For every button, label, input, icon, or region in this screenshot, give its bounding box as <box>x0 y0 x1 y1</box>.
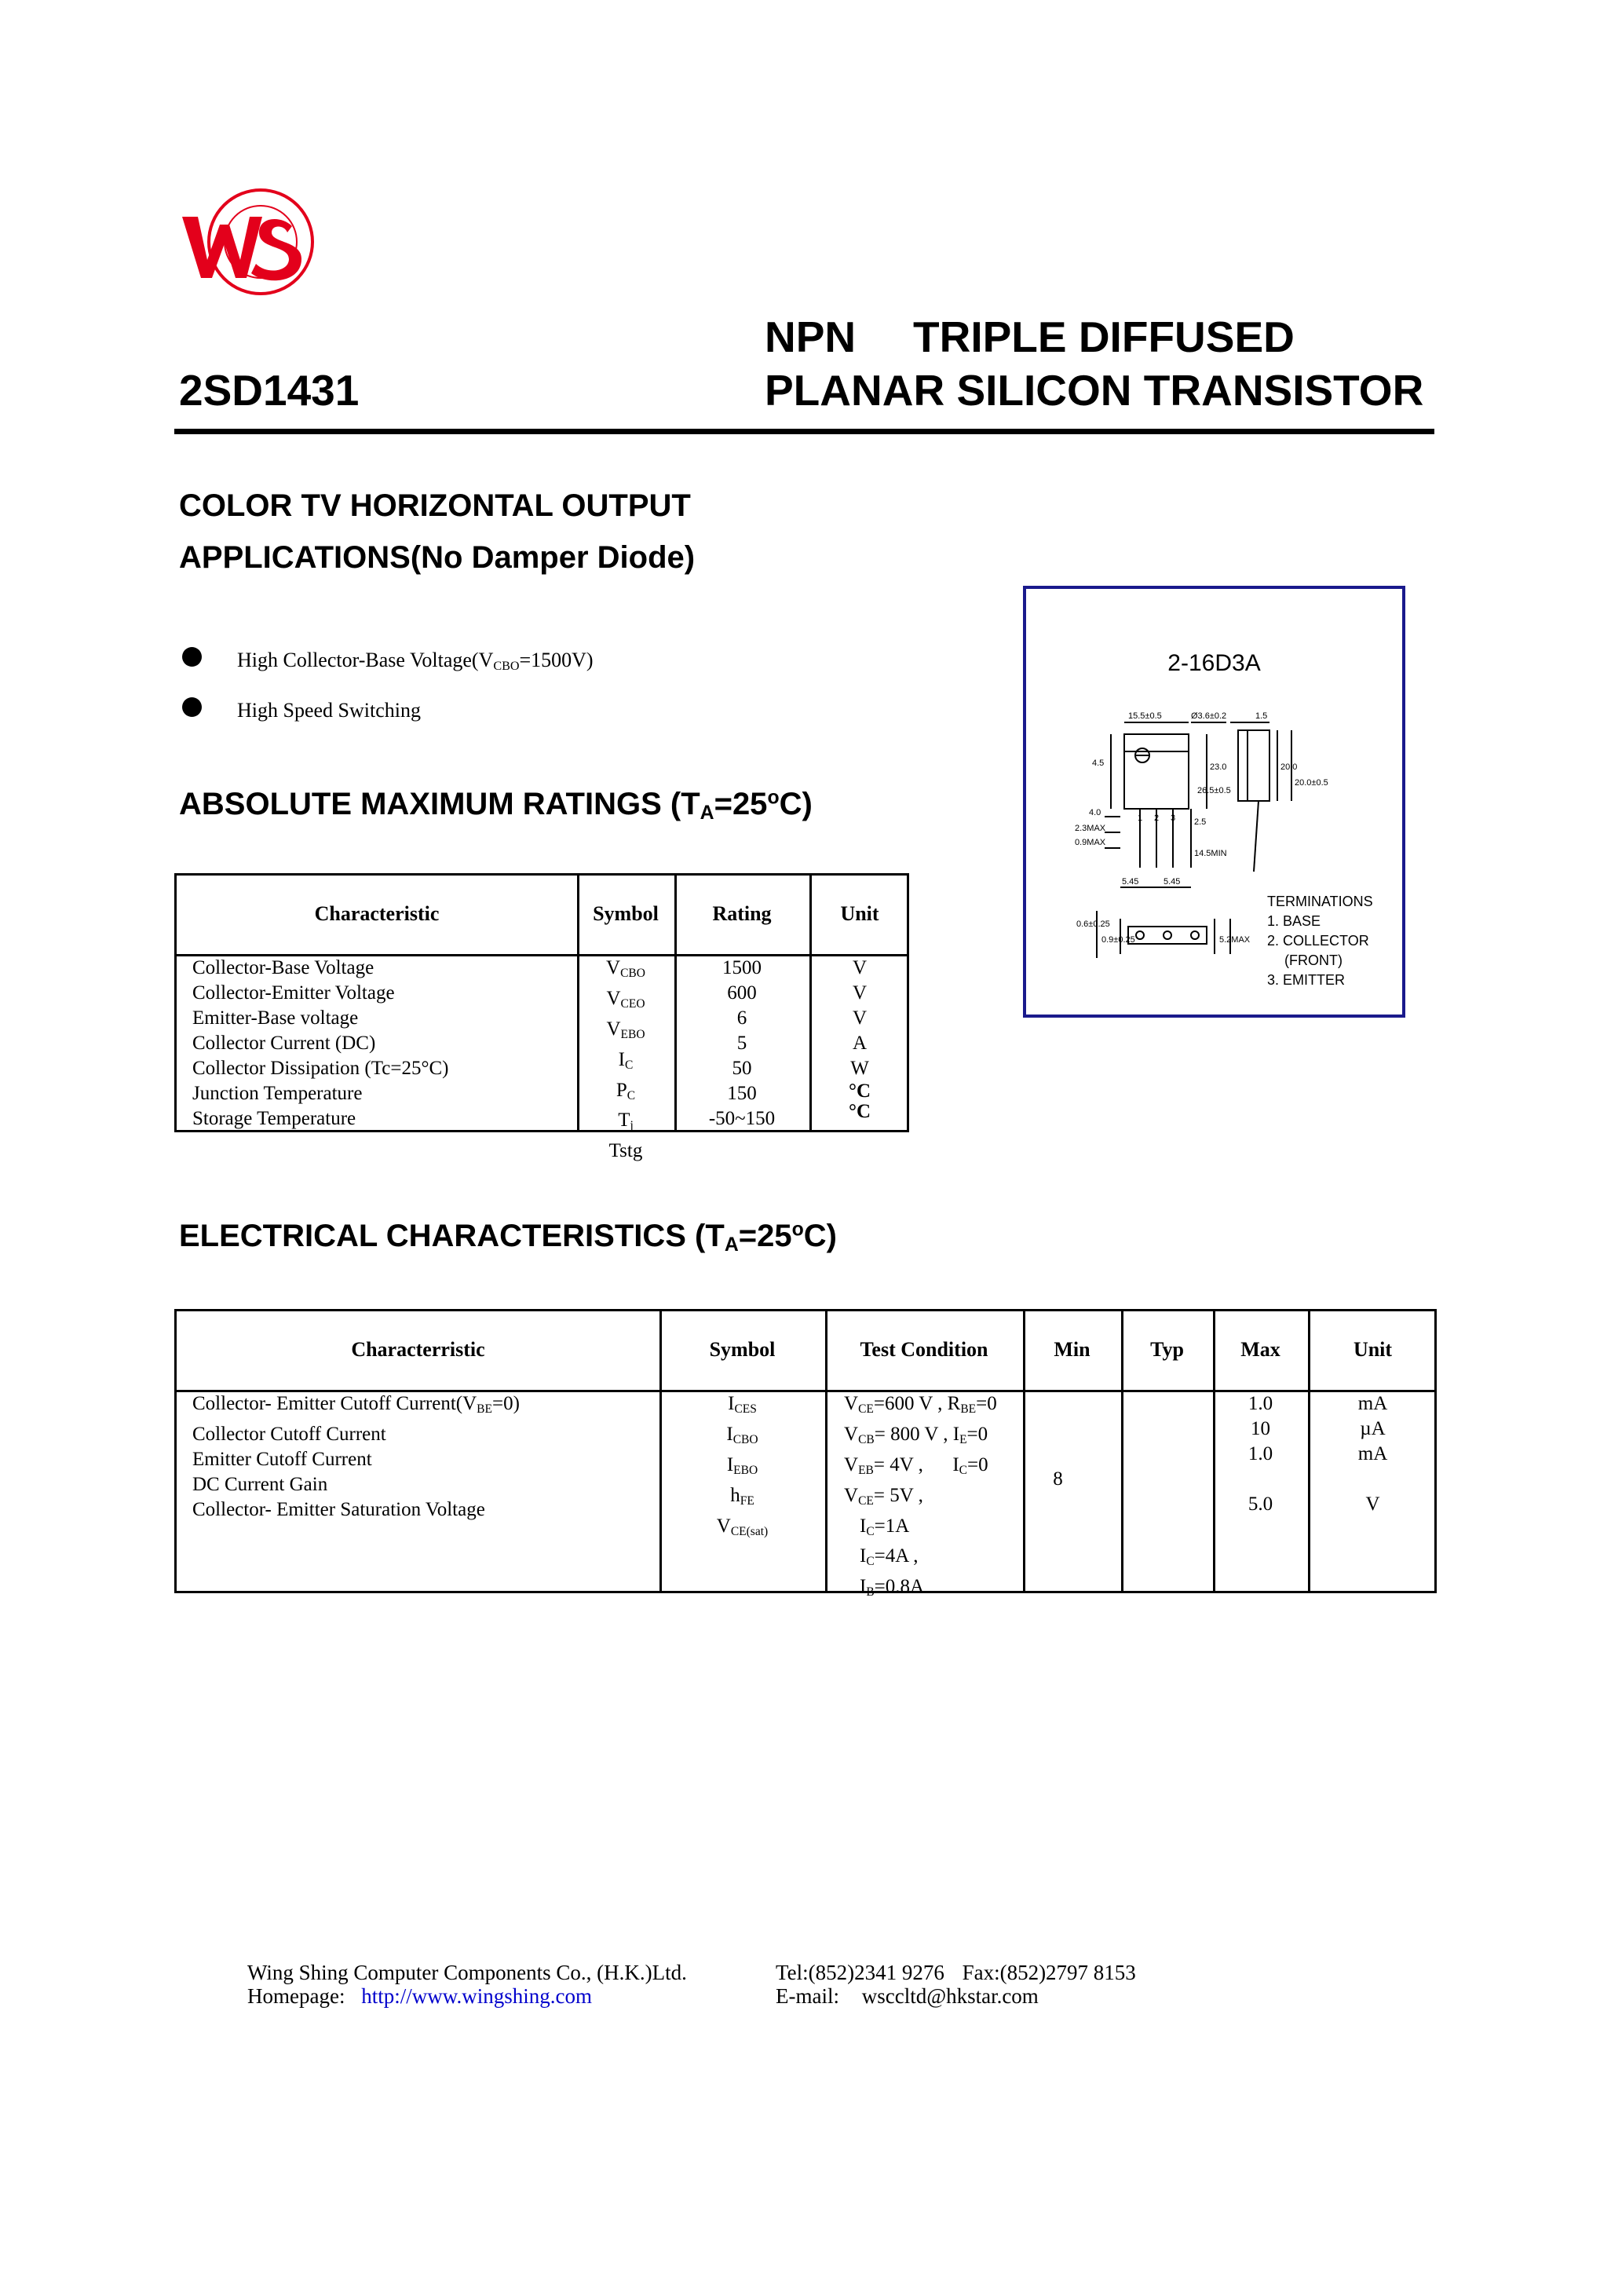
abs-max-symbols <box>577 956 674 1164</box>
table-cell: 10 <box>1251 1418 1270 1439</box>
table-cell: 50 <box>732 1058 752 1079</box>
abs-max-table <box>174 873 909 1162</box>
table-cell <box>1213 1467 1308 1492</box>
table-cell: Emitter Cutoff Current <box>192 1448 372 1470</box>
table-cell <box>1009 1391 1107 1417</box>
table-cell: $V_{CBO}$ <box>606 957 645 980</box>
table-cell: 6 <box>736 1007 747 1029</box>
dim-label: 0.9MAX <box>1075 838 1106 847</box>
table-cell: $V_{CE}= 5V$ , <box>844 1484 923 1508</box>
table-cell: A <box>852 1033 868 1054</box>
abs-max-units <box>809 956 910 1122</box>
abs-max-header: Unit <box>840 902 879 925</box>
homepage-label: Homepage: <box>247 1984 345 2008</box>
part-number: 2SD1431 <box>179 366 360 415</box>
table-cell: $I_C=1A$ <box>860 1515 910 1538</box>
table-cell <box>1009 1417 1107 1442</box>
elec-header: Characterristic <box>351 1338 485 1361</box>
table-cell: 1500 <box>722 957 762 978</box>
elec-conditions <box>844 1391 997 1605</box>
email-label: E-mail: <box>776 1984 839 2008</box>
abs-max-header: Symbol <box>593 902 659 925</box>
fax: Fax:(852)2797 8153 <box>962 1961 1136 1984</box>
dim-label: 0.6±0.25 <box>1076 919 1110 929</box>
application-line1: COLOR TV HORIZONTAL OUTPUT <box>179 488 691 523</box>
termination-item: 2. COLLECTOR <box>1267 933 1369 949</box>
dim-label: 23.0 <box>1210 762 1227 772</box>
table-cell: Junction Temperature <box>192 1083 363 1104</box>
abs-max-header: Rating <box>712 902 772 925</box>
package-name: 2-16D3A <box>1167 650 1261 676</box>
feature-item: High Collector-Base $Voltage(V_{CBO}=1500V)$ <box>237 649 594 674</box>
dim-label: 14.5MIN <box>1194 849 1227 858</box>
table-cell: $V_{CEO}$ <box>606 987 645 1011</box>
elec-unit <box>1308 1391 1438 1517</box>
dim-label: 0.9±0.25 <box>1101 935 1135 945</box>
table-cell: µA <box>1360 1418 1386 1439</box>
elec-header: Unit <box>1353 1338 1393 1361</box>
elec-symbols <box>659 1391 825 1544</box>
footer-homepage <box>247 1984 592 2009</box>
bullet-icon <box>182 647 202 667</box>
application-line2: APPLICATIONS(No Damper Diode) <box>179 540 696 575</box>
termination-item: 3. EMITTER <box>1267 972 1346 988</box>
title-line2: PLANAR SILICON TRANSISTOR <box>765 366 1424 415</box>
table-cell: °C <box>848 1101 871 1122</box>
dim-label: 1 <box>1138 813 1143 823</box>
package-outline-box <box>1023 586 1405 1018</box>
table-cell: V <box>852 957 868 978</box>
table-cell: $V_{CE(sat)}$ <box>716 1515 769 1538</box>
table-cell: Collector- Emitter Saturation Voltage <box>192 1498 485 1520</box>
header-rule <box>174 429 1434 434</box>
table-cell: V <box>1365 1493 1380 1515</box>
table-cell: -50~150 <box>708 1108 776 1129</box>
table-cell: DC Current Gain <box>192 1473 328 1495</box>
elec-header: Typ <box>1150 1338 1184 1361</box>
table-cell: W <box>850 1058 869 1079</box>
table-cell: $V_{CE}=600$ V , $R_{BE}=0$ <box>844 1393 997 1416</box>
abs-max-characteristics <box>192 956 448 1132</box>
table-cell: $I_{CBO}$ <box>726 1423 758 1446</box>
table-cell: mA <box>1357 1393 1388 1414</box>
dim-label: 20.0±0.5 <box>1295 778 1328 788</box>
table-cell: 600 <box>727 982 757 1004</box>
table-cell <box>1308 1467 1438 1492</box>
footer-tel <box>776 1961 1136 1985</box>
table-cell: Collector-Base Voltage <box>192 957 374 978</box>
table-cell: $P_C$ <box>616 1079 636 1102</box>
elec-min <box>1009 1391 1107 1492</box>
dim-label: 2.5 <box>1194 817 1207 827</box>
dim-label: 26.5±0.5 <box>1197 786 1231 795</box>
table-cell: 1.0 <box>1248 1393 1273 1414</box>
table-cell: 150 <box>727 1083 757 1104</box>
elec-characteristics <box>192 1391 520 1523</box>
table-cell: 1.0 <box>1248 1443 1273 1464</box>
tel: Tel:(852)2341 9276 <box>776 1961 944 1984</box>
table-cell: Collector Cutoff Current <box>192 1423 386 1445</box>
terminations-block <box>1267 892 1373 990</box>
title-line1-rest: TRIPLE DIFFUSED <box>913 313 1295 361</box>
feature-item: High Speed Switching <box>237 699 421 722</box>
elec-max <box>1213 1391 1308 1517</box>
dim-label: 5.45 <box>1122 877 1139 887</box>
dim-label: 4.0 <box>1089 808 1101 817</box>
table-cell: $V_{EB}= 4V$ , $I_C=0$ <box>844 1453 988 1477</box>
dim-label: 4.5 <box>1092 759 1105 768</box>
table-cell: Emitter-Base voltage <box>192 1007 359 1029</box>
elec-header: Symbol <box>709 1338 776 1361</box>
table-cell <box>1009 1442 1107 1467</box>
elec-header: Max <box>1240 1338 1280 1361</box>
table-cell: °C <box>848 1080 871 1102</box>
table-cell: V <box>852 982 868 1004</box>
table-cell: $I_C$ <box>618 1048 634 1072</box>
abs-max-header: Characteristic <box>314 902 440 925</box>
terminations-title: TERMINATIONS <box>1267 894 1373 909</box>
termination-item: (FRONT) <box>1284 952 1343 968</box>
abs-max-title: ABSOLUTE MAXIMUM RATINGS $(T_A=25^oC)$ <box>179 787 813 824</box>
table-cell: Collector Current (DC) <box>192 1033 376 1054</box>
table-cell: $V_{EBO}$ <box>606 1018 645 1041</box>
table-cell: $T_j$ <box>618 1110 634 1133</box>
dim-label: 20.0 <box>1280 762 1298 772</box>
dim-label: 5.45 <box>1164 877 1181 887</box>
table-cell: mA <box>1357 1443 1388 1464</box>
company-logo <box>174 185 323 303</box>
abs-max-ratings <box>674 956 809 1132</box>
elec-table <box>174 1309 1437 1600</box>
table-cell: Collector- Emitter Cutoff $Current(V_{BE}=0)$ <box>192 1393 520 1416</box>
termination-item: 1. BASE <box>1267 913 1321 929</box>
bullet-icon <box>182 697 202 717</box>
dim-label: 2.3MAX <box>1075 824 1106 833</box>
table-cell: $I_{CES}$ <box>728 1393 757 1416</box>
dim-label: 15.5±0.5 <box>1128 711 1162 721</box>
dim-label: 3 <box>1171 813 1176 823</box>
footer-email <box>776 1984 1039 2009</box>
email-address[interactable]: wsccltd@hkstar.com <box>861 1984 1039 2008</box>
table-cell: $I_{EBO}$ <box>726 1453 758 1477</box>
table-cell: $h_{FE}$ <box>730 1484 754 1508</box>
homepage-link[interactable]: http://www.wingshing.com <box>361 1984 592 2008</box>
table-cell: Collector-Emitter Voltage <box>192 982 395 1004</box>
dim-label: Ø3.6±0.2 <box>1191 711 1227 721</box>
title-line1-type: NPN <box>765 313 857 361</box>
table-cell: 5 <box>736 1033 747 1054</box>
elec-header: Test Condition <box>860 1338 988 1361</box>
dim-label: 2 <box>1154 813 1160 823</box>
footer-company: Wing Shing Computer Components Co., (H.K.)Ltd. <box>247 1961 687 1984</box>
table-cell: Collector Dissipation (Tc=25°C) <box>192 1058 449 1079</box>
table-cell: $I_C=4A$ , <box>860 1545 919 1569</box>
elec-title: ELECTRICAL CHARACTERISTICS $(T_A=25^oC)$ <box>179 1219 837 1256</box>
table-cell: 5.0 <box>1248 1493 1273 1515</box>
table-cell: $I_B=0.8A$ <box>860 1576 925 1600</box>
dim-label: 5.2MAX <box>1219 935 1251 945</box>
table-cell: V <box>852 1007 868 1029</box>
table-cell: 8 <box>1053 1468 1063 1490</box>
table-cell: Storage Temperature <box>192 1108 356 1129</box>
elec-header: Min <box>1054 1338 1090 1361</box>
dim-label: 1.5 <box>1255 711 1268 721</box>
table-cell: Tstg <box>608 1140 643 1162</box>
table-cell: $V_{CB}= 800$ V , $I_E=0$ <box>844 1423 988 1446</box>
